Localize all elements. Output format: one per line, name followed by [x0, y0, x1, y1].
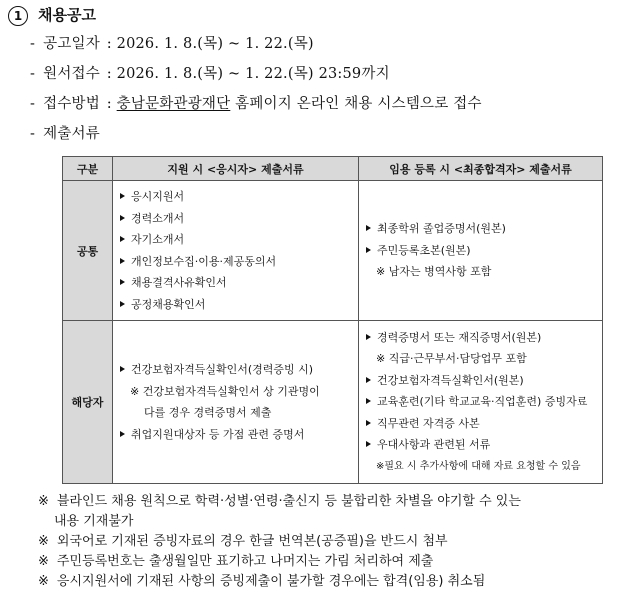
triangle-bullet-icon: [366, 247, 371, 253]
list-item: 직무관련 자격증 사본: [366, 413, 597, 435]
info-value: 2026. 1. 8.(목) ~ 1. 22.(목) 23:59까지: [116, 66, 390, 82]
applicable-applicant-cell: [113, 321, 359, 484]
triangle-bullet-icon: [120, 215, 125, 221]
info-announce-date: - 공고일자 : 2026. 1. 8.(목) ~ 1. 22.(목): [30, 36, 314, 52]
footnote: ※ 응시지원서에 기재된 사항의 증빙제출이 불가할 경우에는 합격(임용) 취소됨: [38, 574, 486, 589]
info-application-period: - 원서접수 : 2026. 1. 8.(목) ~ 1. 22.(목) 23:59까지: [30, 66, 390, 82]
list-item: 응시지원서: [120, 186, 353, 208]
info-label: 공고일자: [43, 36, 100, 52]
footnote: ※ 블라인드 채용 원칙으로 학력·성별·연령·출신지 등 불합리한 차별을 야기할 수 있는: [38, 494, 521, 509]
list-item: 공정채용확인서: [120, 294, 353, 316]
foundation-link[interactable]: 충남문화관광재단: [116, 96, 231, 112]
row-category-applicable: 해당자: [63, 321, 113, 484]
triangle-bullet-icon: [366, 420, 371, 426]
table-row: [63, 181, 603, 321]
list-item: 취업지원대상자 등 가점 관련 증명서: [120, 424, 353, 446]
table-header-row: [63, 157, 603, 181]
note-text: ※필요 시 추가사항에 대해 자료 요청할 수 있음: [376, 460, 581, 472]
header-final: 임용 등록 시 <최종합격자> 제출서류: [359, 157, 603, 181]
info-label: 원서접수: [43, 66, 100, 82]
triangle-bullet-icon: [366, 334, 371, 340]
triangle-bullet-icon: [120, 431, 125, 437]
list-item: 자기소개서: [120, 229, 353, 251]
list-item: 최종학위 졸업증명서(원본): [366, 218, 597, 240]
footnote: ※ 외국어로 기재된 증빙자료의 경우 한글 번역본(공증필)을 반드시 첨부: [38, 534, 448, 549]
note-text: ※ 남자는 병역사항 포함: [376, 265, 492, 279]
table-row: [63, 321, 603, 484]
triangle-bullet-icon: [120, 301, 125, 307]
list-item: 개인정보수집·이용·제공동의서: [120, 251, 353, 273]
triangle-bullet-icon: [120, 258, 125, 264]
section-number: 1: [8, 6, 28, 26]
triangle-bullet-icon: [120, 366, 125, 372]
list-item: 건강보험자격득실확인서(원본): [366, 370, 597, 392]
note-text: 다를 경우 경력증명서 제출: [144, 406, 272, 419]
list-item: 우대사항과 관련된 서류: [366, 434, 597, 456]
note-text: ※ 직급·근무부서·담당업무 포함: [376, 352, 527, 366]
row-category-common: 공통: [63, 181, 113, 321]
triangle-bullet-icon: [120, 193, 125, 199]
list-item: 건강보험자격득실확인서(경력증빙 시): [120, 359, 353, 381]
common-final-cell: [359, 181, 603, 321]
triangle-bullet-icon: [366, 225, 371, 231]
list-item: 경력증명서 또는 재직증명서(원본): [366, 327, 597, 349]
section-heading: [8, 4, 96, 26]
footnote: 내용 기재불가: [54, 514, 134, 529]
footnote: ※ 주민등록번호는 출생월일만 표기하고 나머지는 가림 처리하여 제출: [38, 554, 434, 569]
info-label: 접수방법: [43, 96, 100, 112]
info-value: 2026. 1. 8.(목) ~ 1. 22.(목): [116, 36, 314, 52]
triangle-bullet-icon: [366, 441, 371, 447]
header-category: 구분: [63, 157, 113, 181]
list-item: 채용결격사유확인서: [120, 272, 353, 294]
triangle-bullet-icon: [366, 398, 371, 404]
info-label: 제출서류: [43, 126, 100, 142]
info-value: 홈페이지 온라인 채용 시스템으로 접수: [230, 96, 482, 112]
list-item: 주민등록초본(원본): [366, 240, 597, 262]
note-text: ※ 건강보험자격득실확인서 상 기관명이: [130, 384, 320, 398]
info-application-method: - 접수방법 : 충남문화관광재단 홈페이지 온라인 채용 시스템으로 접수: [30, 96, 482, 112]
documents-table: [62, 156, 603, 484]
triangle-bullet-icon: [366, 377, 371, 383]
header-applicant: 지원 시 <응시자> 제출서류: [113, 157, 359, 181]
common-applicant-cell: [113, 181, 359, 321]
section-title: 채용공고: [38, 6, 96, 24]
info-documents: - 제출서류: [30, 126, 100, 142]
list-item: 교육훈련(기타 학교교육·직업훈련) 증빙자료: [366, 391, 597, 413]
list-item: 경력소개서: [120, 208, 353, 230]
triangle-bullet-icon: [120, 236, 125, 242]
applicable-final-cell: [359, 321, 603, 484]
triangle-bullet-icon: [120, 279, 125, 285]
